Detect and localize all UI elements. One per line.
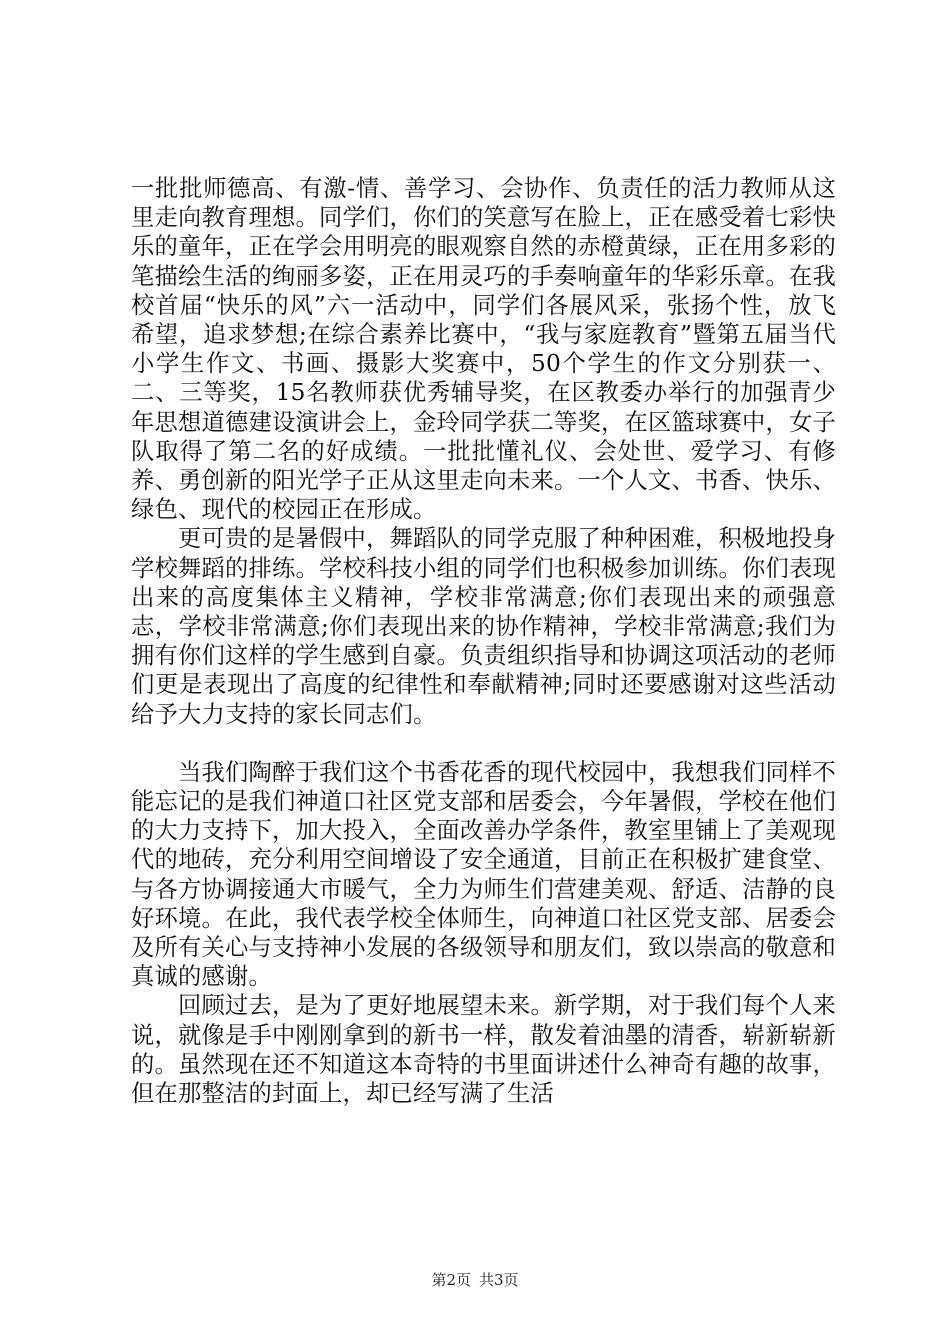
paragraph-1: 一批批师德高、有激-情、善学习、会协作、负责任的活力教师从这里走向教育理想。同学们，你们的笑意写在脸上，正在感受着七彩快乐的童年，正在学会用明亮的眼观察自然的赤橙黄绿，正在用多彩的笔描绘生活的绚丽多姿，正在用灵巧的手奏响童年的华彩乐章。在我校首届“快乐的风”六一活动中，同学们各展风采，张扬个性，放飞希望，追求梦想;在综合素养比赛中，“我与家庭教育”暨第五届当代小学生作文、书画、摄影大奖赛中，50个学生的作文分别获一、二、三等奖，15名教师获优秀辅导奖，在区教委办举行的加强青少年思想道德建设演讲会上，金玲同学获二等奖，在区篮球赛中，女子队取得了第二名的好成绩。一批批懂礼仪、会处世、爱学习、有修养、勇创新的阳光学子正从这里走向未来。一个人文、书香、快乐、绿色、现代的校园正在形成。 [131, 175, 836, 524]
body-text [131, 174, 836, 1108]
paragraph-4: 回顾过去，是为了更好地展望未来。新学期，对于我们每个人来说，就像是手中刚刚拿到的新书一样，散发着油墨的清香，崭新崭新的。虽然现在还不知道这本奇特的书里面讲述什么神奇有趣的故事，但在那整洁的封面上，却已经写满了生活 [131, 992, 836, 1108]
page-footer [0, 1270, 950, 1290]
paragraph-3: 当我们陶醉于我们这个书香花香的现代校园中，我想我们同样不能忘记的是我们神道口社区党支部和居委会，今年暑假，学校在他们的大力支持下，加大投入，全面改善办学条件，教室里铺上了美观现代的地砖，充分利用空间增设了安全通道，目前正在积极扩建食堂、与各方协调接通大市暖气，全力为师生们营建美观、舒适、洁静的良好环境。在此，我代表学校全体师生，向神道口社区党支部、居委会及所有关心与支持神小发展的各级领导和朋友们，致以崇高的敬意和真诚的感谢。 [131, 758, 836, 991]
page-number: 第2页 [431, 1271, 471, 1289]
paragraph-2: 更可贵的是暑假中，舞蹈队的同学克服了种种困难，积极地投身学校舞蹈的排练。学校科技小组的同学们也积极参加训练。你们表现出来的高度集体主义精神，学校非常满意;你们表现出来的顽强意志，学校非常满意;你们表现出来的协作精神，学校非常满意;我们为拥有你们这样的学生感到自豪。负责组织指导和协调这项活动的老师们更是表现出了高度的纪律性和奉献精神;同时还要感谢对这些活动给予大力支持的家长同志们。 [131, 525, 836, 728]
page-total: 共3页 [479, 1271, 519, 1289]
